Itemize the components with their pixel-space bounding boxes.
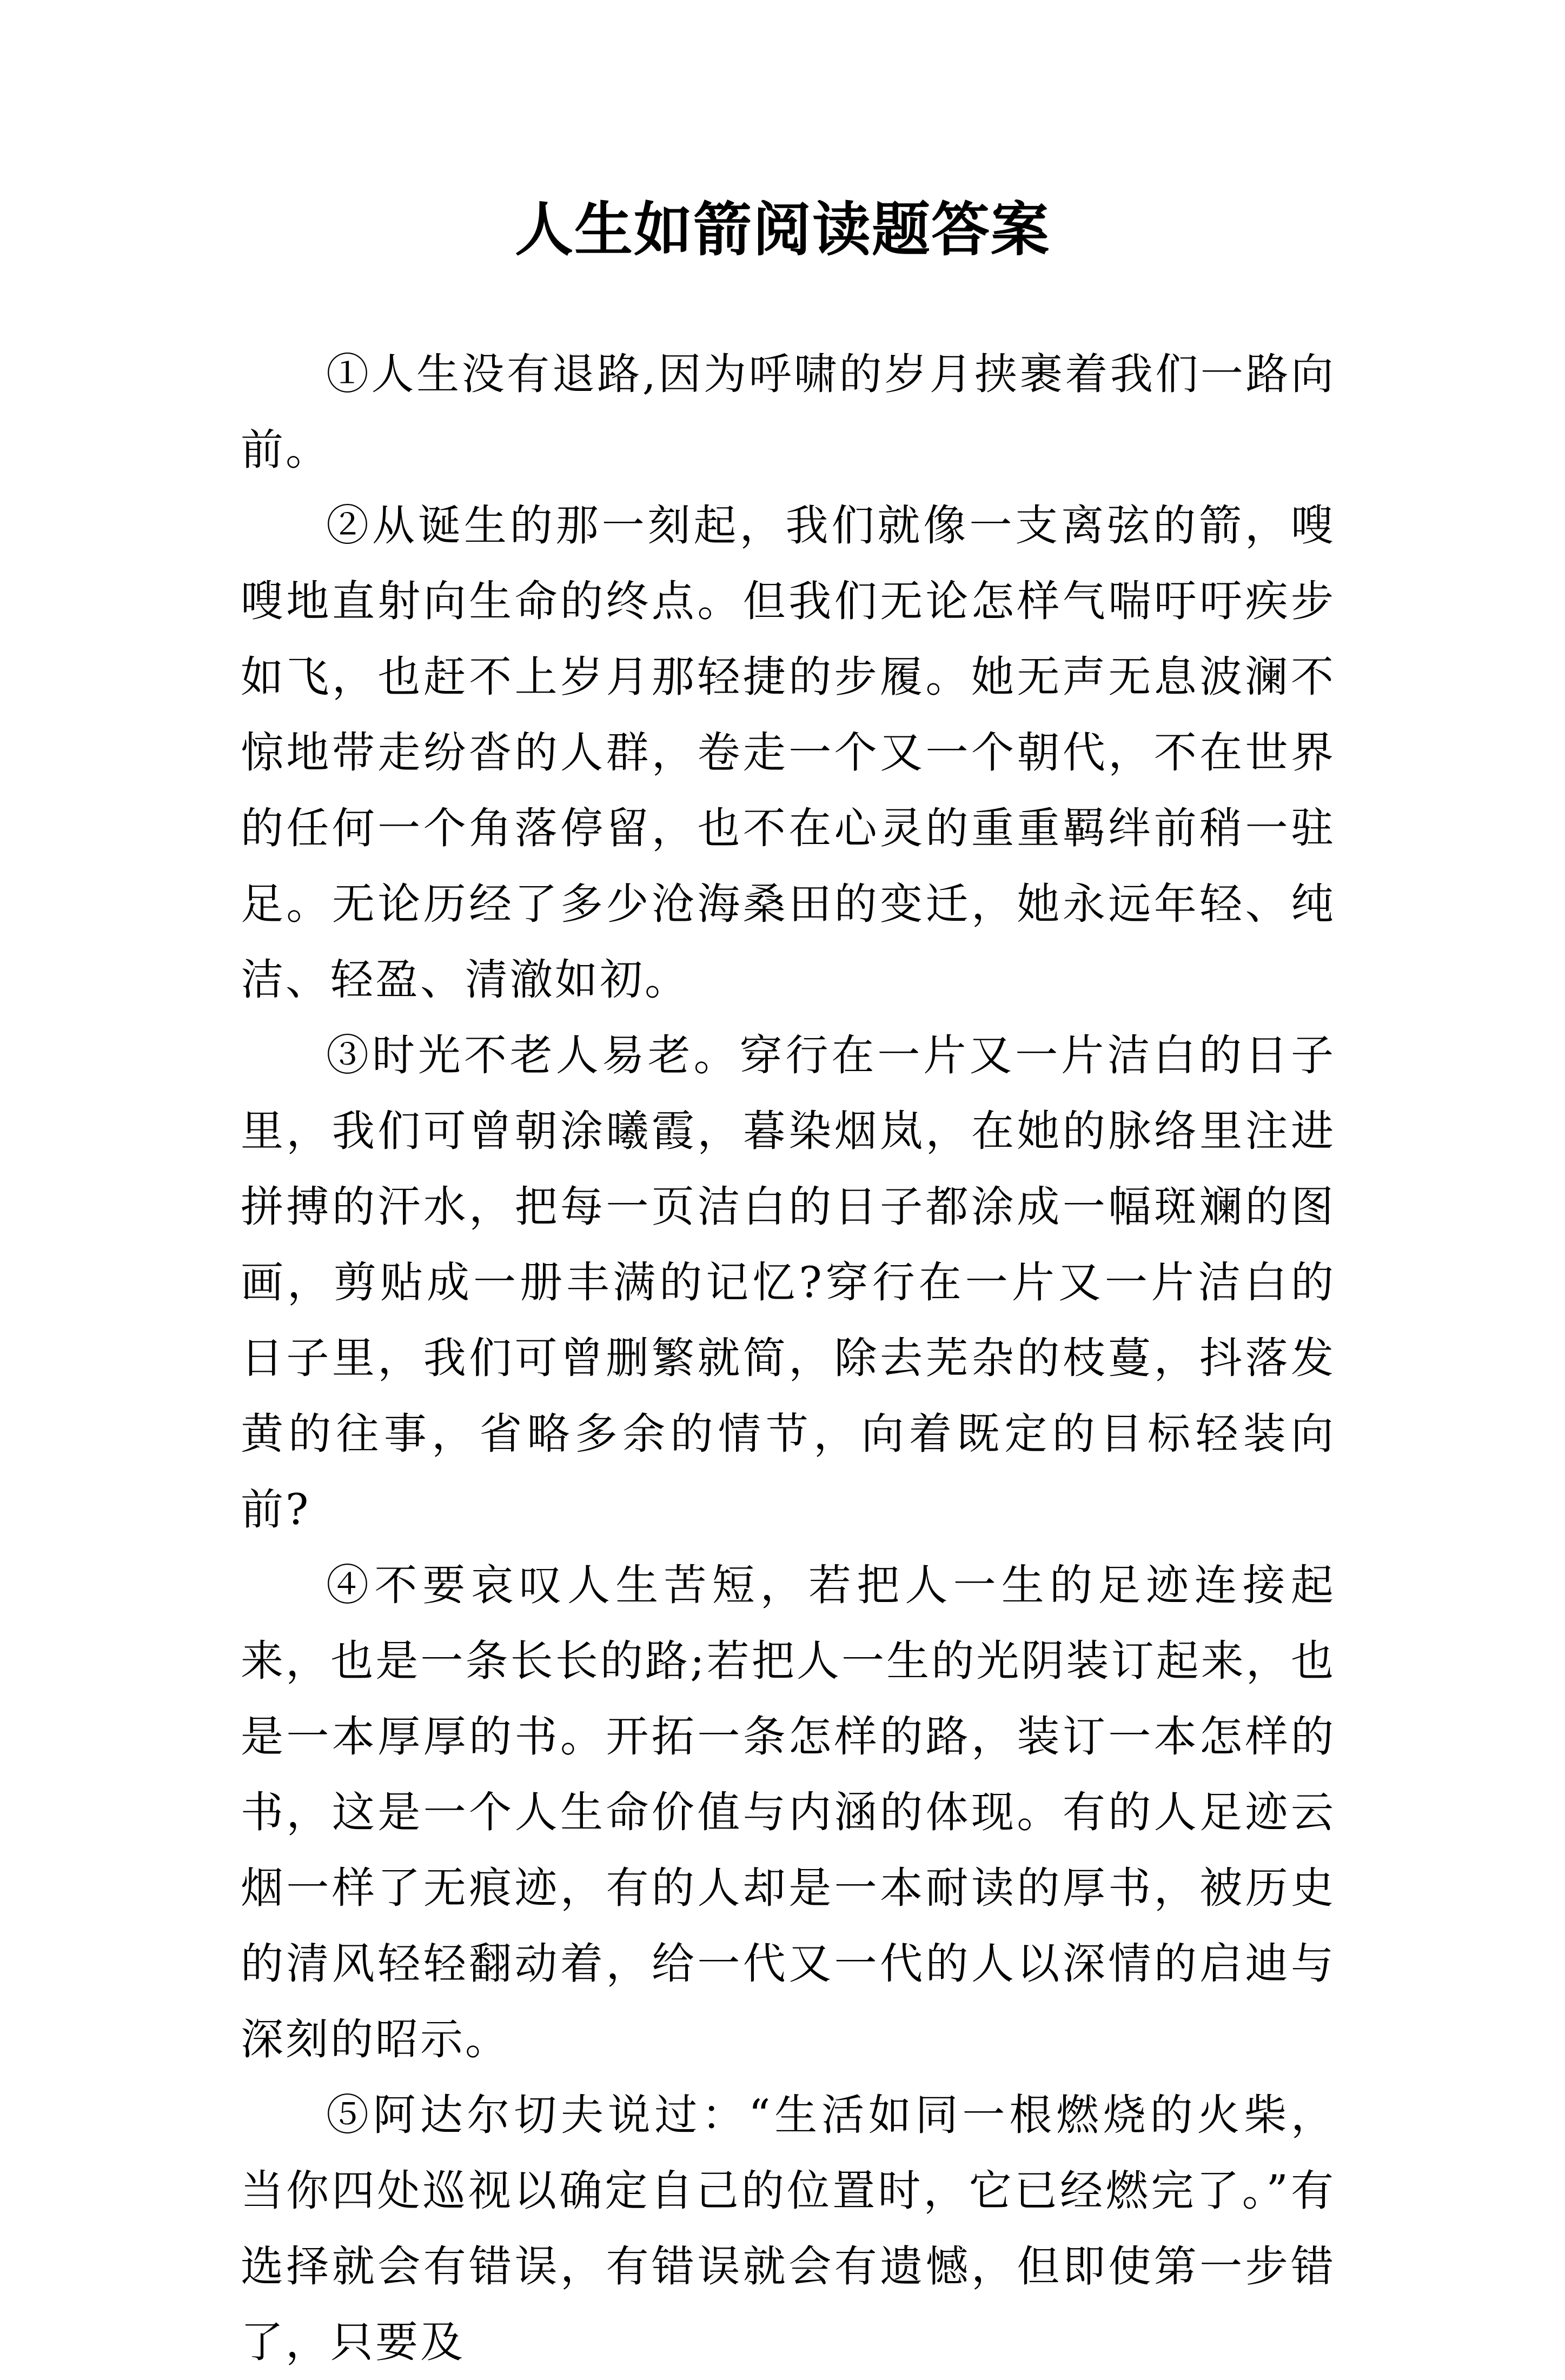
paragraph-3: ③时光不老人易老。穿行在一片又一片洁白的日子里，我们可曾朝涂曦霞，暮染烟岚，在她的脉络里注进拼搏的汗水，把每一页洁白的日子都涂成一幅斑斓的图画，剪贴成一册丰满的记忆?穿行在一片又一片洁白的日子里，我们可曾删繁就简，除去芜杂的枝蔓，抖落发黄的往事，省略多余的情节，向着既定的目标轻装向前? (241, 1031, 1336, 1534)
document-title: 人生如箭阅读题答案 (514, 196, 1050, 264)
document-body (241, 336, 1336, 2380)
paragraph-4: ④不要哀叹人生苦短，若把人一生的足迹连接起来，也是一条长长的路;若把人一生的光阴装订起来，也是一本厚厚的书。开拓一条怎样的路，装订一本怎样的书，这是一个人生命价值与内涵的体现。有的人足迹云烟一样了无痕迹，有的人却是一本耐读的厚书，被历史的清风轻轻翻动着，给一代又一代的人以深情的启迪与深刻的昭示。 (241, 1560, 1336, 2064)
paragraph-2: ②从诞生的那一刻起，我们就像一支离弦的箭，嗖嗖地直射向生命的终点。但我们无论怎样气喘吁吁疾步如飞，也赶不上岁月那轻捷的步履。她无声无息波澜不惊地带走纷沓的人群，卷走一个又一个朝代，不在世界的任何一个角落停留，也不在心灵的重重羁绊前稍一驻足。无论历经了多少沧海桑田的变迁，她永远年轻、纯洁、轻盈、清澈如初。 (241, 501, 1336, 1005)
paragraph-1: ①人生没有退路,因为呼啸的岁月挟裹着我们一路向前。 (241, 349, 1336, 475)
paragraph-5: ⑤阿达尔切夫说过：“生活如同一根燃烧的火柴，当你四处巡视以确定自己的位置时，它已经燃完了。”有选择就会有错误，有错误就会有遗憾，但即使第一步错了，只要及 (241, 2090, 1336, 2367)
